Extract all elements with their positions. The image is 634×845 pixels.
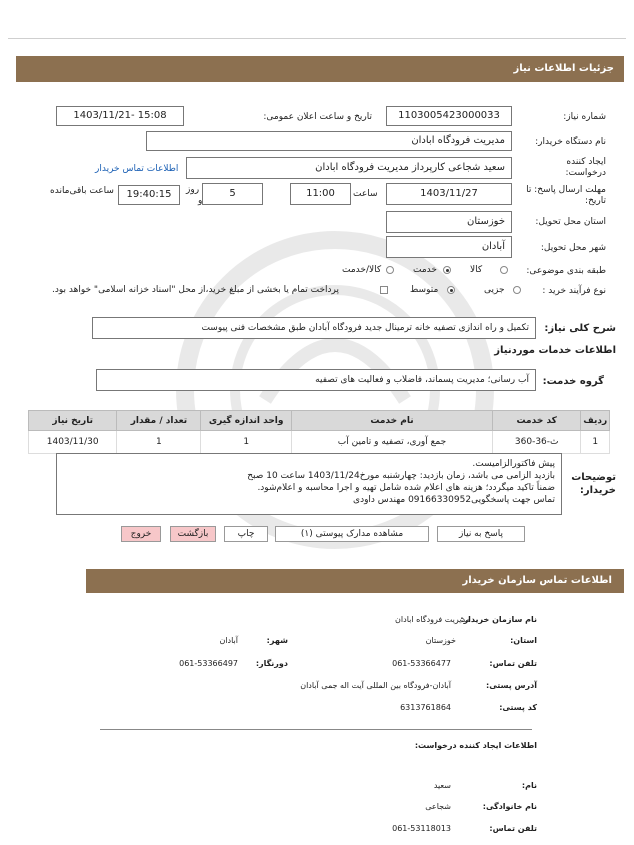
province-field: خوزستان	[386, 211, 512, 233]
buyer-org-label: نام دستگاه خریدار:	[535, 137, 606, 147]
notes-line: پیش فاکتورالزامیست.	[472, 459, 555, 469]
notes-line: تماس جهت پاسخگویی09166330952 مهندس داودی	[353, 495, 555, 505]
contact-postal: 6313761864	[400, 703, 451, 712]
contact-divider	[100, 729, 532, 730]
contact-postal-label: کد پستی:	[499, 703, 537, 712]
process-label: نوع فرآیند خرید :	[542, 286, 606, 296]
process-option-medium: متوسط	[410, 285, 439, 295]
buyer-contact-link[interactable]: اطلاعات تماس خریدار	[95, 164, 179, 174]
creator-field: سعید شجاعی کارپرداز مدیریت فرودگاه ابادان	[186, 157, 512, 179]
creator-label: ایجاد کننده درخواست:	[565, 157, 606, 178]
col-code: کد خدمت	[493, 411, 581, 431]
services-table	[28, 410, 610, 454]
creator-phone-label: تلفن تماس:	[489, 824, 537, 833]
remaining-label: ساعت باقی‌مانده	[50, 186, 114, 196]
and-label: و	[198, 196, 203, 206]
category-radio-both[interactable]	[386, 266, 394, 274]
cell-qty: 1	[117, 431, 201, 454]
payment-note: پرداخت تمام یا بخشی از مبلغ خرید،از محل "اسناد خزانه اسلامی" خواهد بود.	[52, 285, 340, 295]
deadline-date-field: 1403/11/27	[386, 183, 512, 205]
category-label: طبقه بندی موضوعی:	[526, 266, 606, 276]
remaining-time-field: 19:40:15	[118, 185, 180, 205]
contact-city: آبادان	[219, 636, 238, 645]
category-option-goods: کالا	[470, 265, 483, 275]
col-date: تاریخ نیاز	[29, 411, 117, 431]
col-unit: واحد اندازه گیری	[201, 411, 291, 431]
cell-name: جمع آوری، تصفیه و تامین آب	[291, 431, 492, 454]
notes-line: بازدید الزامی می باشد، زمان بازدید: چهارشنبه مورخ1403/11/24 ساعت 10 صبح	[247, 471, 555, 481]
creator-first-name: سعید	[433, 781, 451, 790]
col-qty: تعداد / مقدار	[117, 411, 201, 431]
cell-code: ث-36-360	[493, 431, 581, 454]
city-field: آبادان	[386, 236, 512, 258]
treasury-checkbox[interactable]	[380, 286, 388, 294]
process-radio-minor[interactable]	[513, 286, 521, 294]
contact-phone-label: تلفن تماس:	[489, 659, 537, 668]
contact-phone: 061-53366477	[392, 659, 451, 668]
creator-last-name: شجاعی	[425, 802, 451, 811]
view-documents-button[interactable]: مشاهده مدارک پیوستی (۱)	[275, 526, 429, 542]
contact-fax-label: دورنگار:	[255, 659, 288, 668]
creator-first-name-label: نام:	[521, 781, 537, 790]
buyer-org-field: مدیریت فرودگاه ابادان	[146, 131, 512, 151]
cell-unit: 1	[201, 431, 291, 454]
announce-field: 1403/11/21- 15:08	[56, 106, 184, 126]
category-radio-goods[interactable]	[500, 266, 508, 274]
notes-line: ضمناً تاکید میگردد؛ هزینه های اعلام شده شامل تهیه و اجرا محاسبه و اعلام‌شود.	[257, 483, 555, 493]
contact-fax: 061-53366497	[179, 659, 238, 668]
contact-province: خوزستان	[425, 636, 456, 645]
top-divider	[8, 38, 626, 39]
need-number-label: شماره نیاز:	[563, 112, 606, 122]
city-label: شهر محل تحویل:	[540, 243, 606, 253]
cell-row: 1	[581, 431, 610, 454]
col-name: نام خدمت	[291, 411, 492, 431]
process-radio-medium[interactable]	[447, 286, 455, 294]
creator-info-title: اطلاعات ایجاد کننده درخواست:	[414, 741, 537, 750]
notes-label: توضیحات خریدار:	[571, 472, 616, 496]
deadline-time-field: 11:00	[290, 183, 351, 205]
reply-button[interactable]: پاسخ به نیاز	[437, 526, 525, 542]
contact-org: مدیریت فرودگاه ابادان	[395, 615, 470, 624]
services-title: اطلاعات خدمات موردنیاز	[494, 345, 616, 356]
summary-label: شرح کلی نیاز:	[544, 323, 616, 334]
category-radio-service[interactable]	[443, 266, 451, 274]
deadline-label: مهلت ارسال پاسخ: تا تاریخ:	[526, 185, 606, 206]
creator-phone: 061-53118013	[392, 824, 451, 833]
exit-button[interactable]: خروج	[121, 526, 161, 542]
col-row: ردیف	[581, 411, 610, 431]
need-number-field: 1103005423000033	[386, 106, 512, 126]
process-option-minor: جزیی	[484, 285, 505, 295]
contact-org-label: نام سازمان خریدار:	[460, 615, 537, 624]
category-option-both: کالا/خدمت	[342, 265, 382, 275]
contact-province-label: استان:	[510, 636, 537, 645]
cell-date: 1403/11/30	[29, 431, 117, 454]
category-option-service: خدمت	[413, 265, 437, 275]
days-label: روز	[186, 185, 200, 195]
service-group-label: گروه خدمت:	[542, 376, 604, 387]
print-button[interactable]: چاپ	[224, 526, 268, 542]
summary-field: تکمیل و راه اندازی تصفیه خانه ترمینال جدید فرودگاه آبادان طبق مشخصات فنی پیوست	[92, 317, 536, 339]
creator-last-name-label: نام خانوادگی:	[482, 802, 537, 811]
notes-box	[56, 453, 562, 515]
contact-address-label: آدرس پستی:	[486, 681, 537, 690]
back-button[interactable]: بازگشت	[170, 526, 216, 542]
time-label: ساعت	[353, 189, 378, 199]
service-group-field: آب رسانی؛ مدیریت پسماند، فاضلاب و فعالیت های تصفیه	[96, 369, 536, 391]
days-field: 5	[202, 183, 263, 205]
contact-city-label: شهر:	[266, 636, 288, 645]
announce-label: تاریخ و ساعت اعلان عمومی:	[263, 112, 372, 122]
contact-header: اطلاعات تماس سازمان خریدار	[86, 569, 624, 593]
contact-address: آبادان-فرودگاه بین المللی آیت اله جمی آبادان	[300, 681, 451, 690]
page-header: جزئیات اطلاعات نیاز	[16, 56, 624, 82]
province-label: استان محل تحویل:	[535, 217, 606, 227]
table-row	[29, 431, 610, 454]
